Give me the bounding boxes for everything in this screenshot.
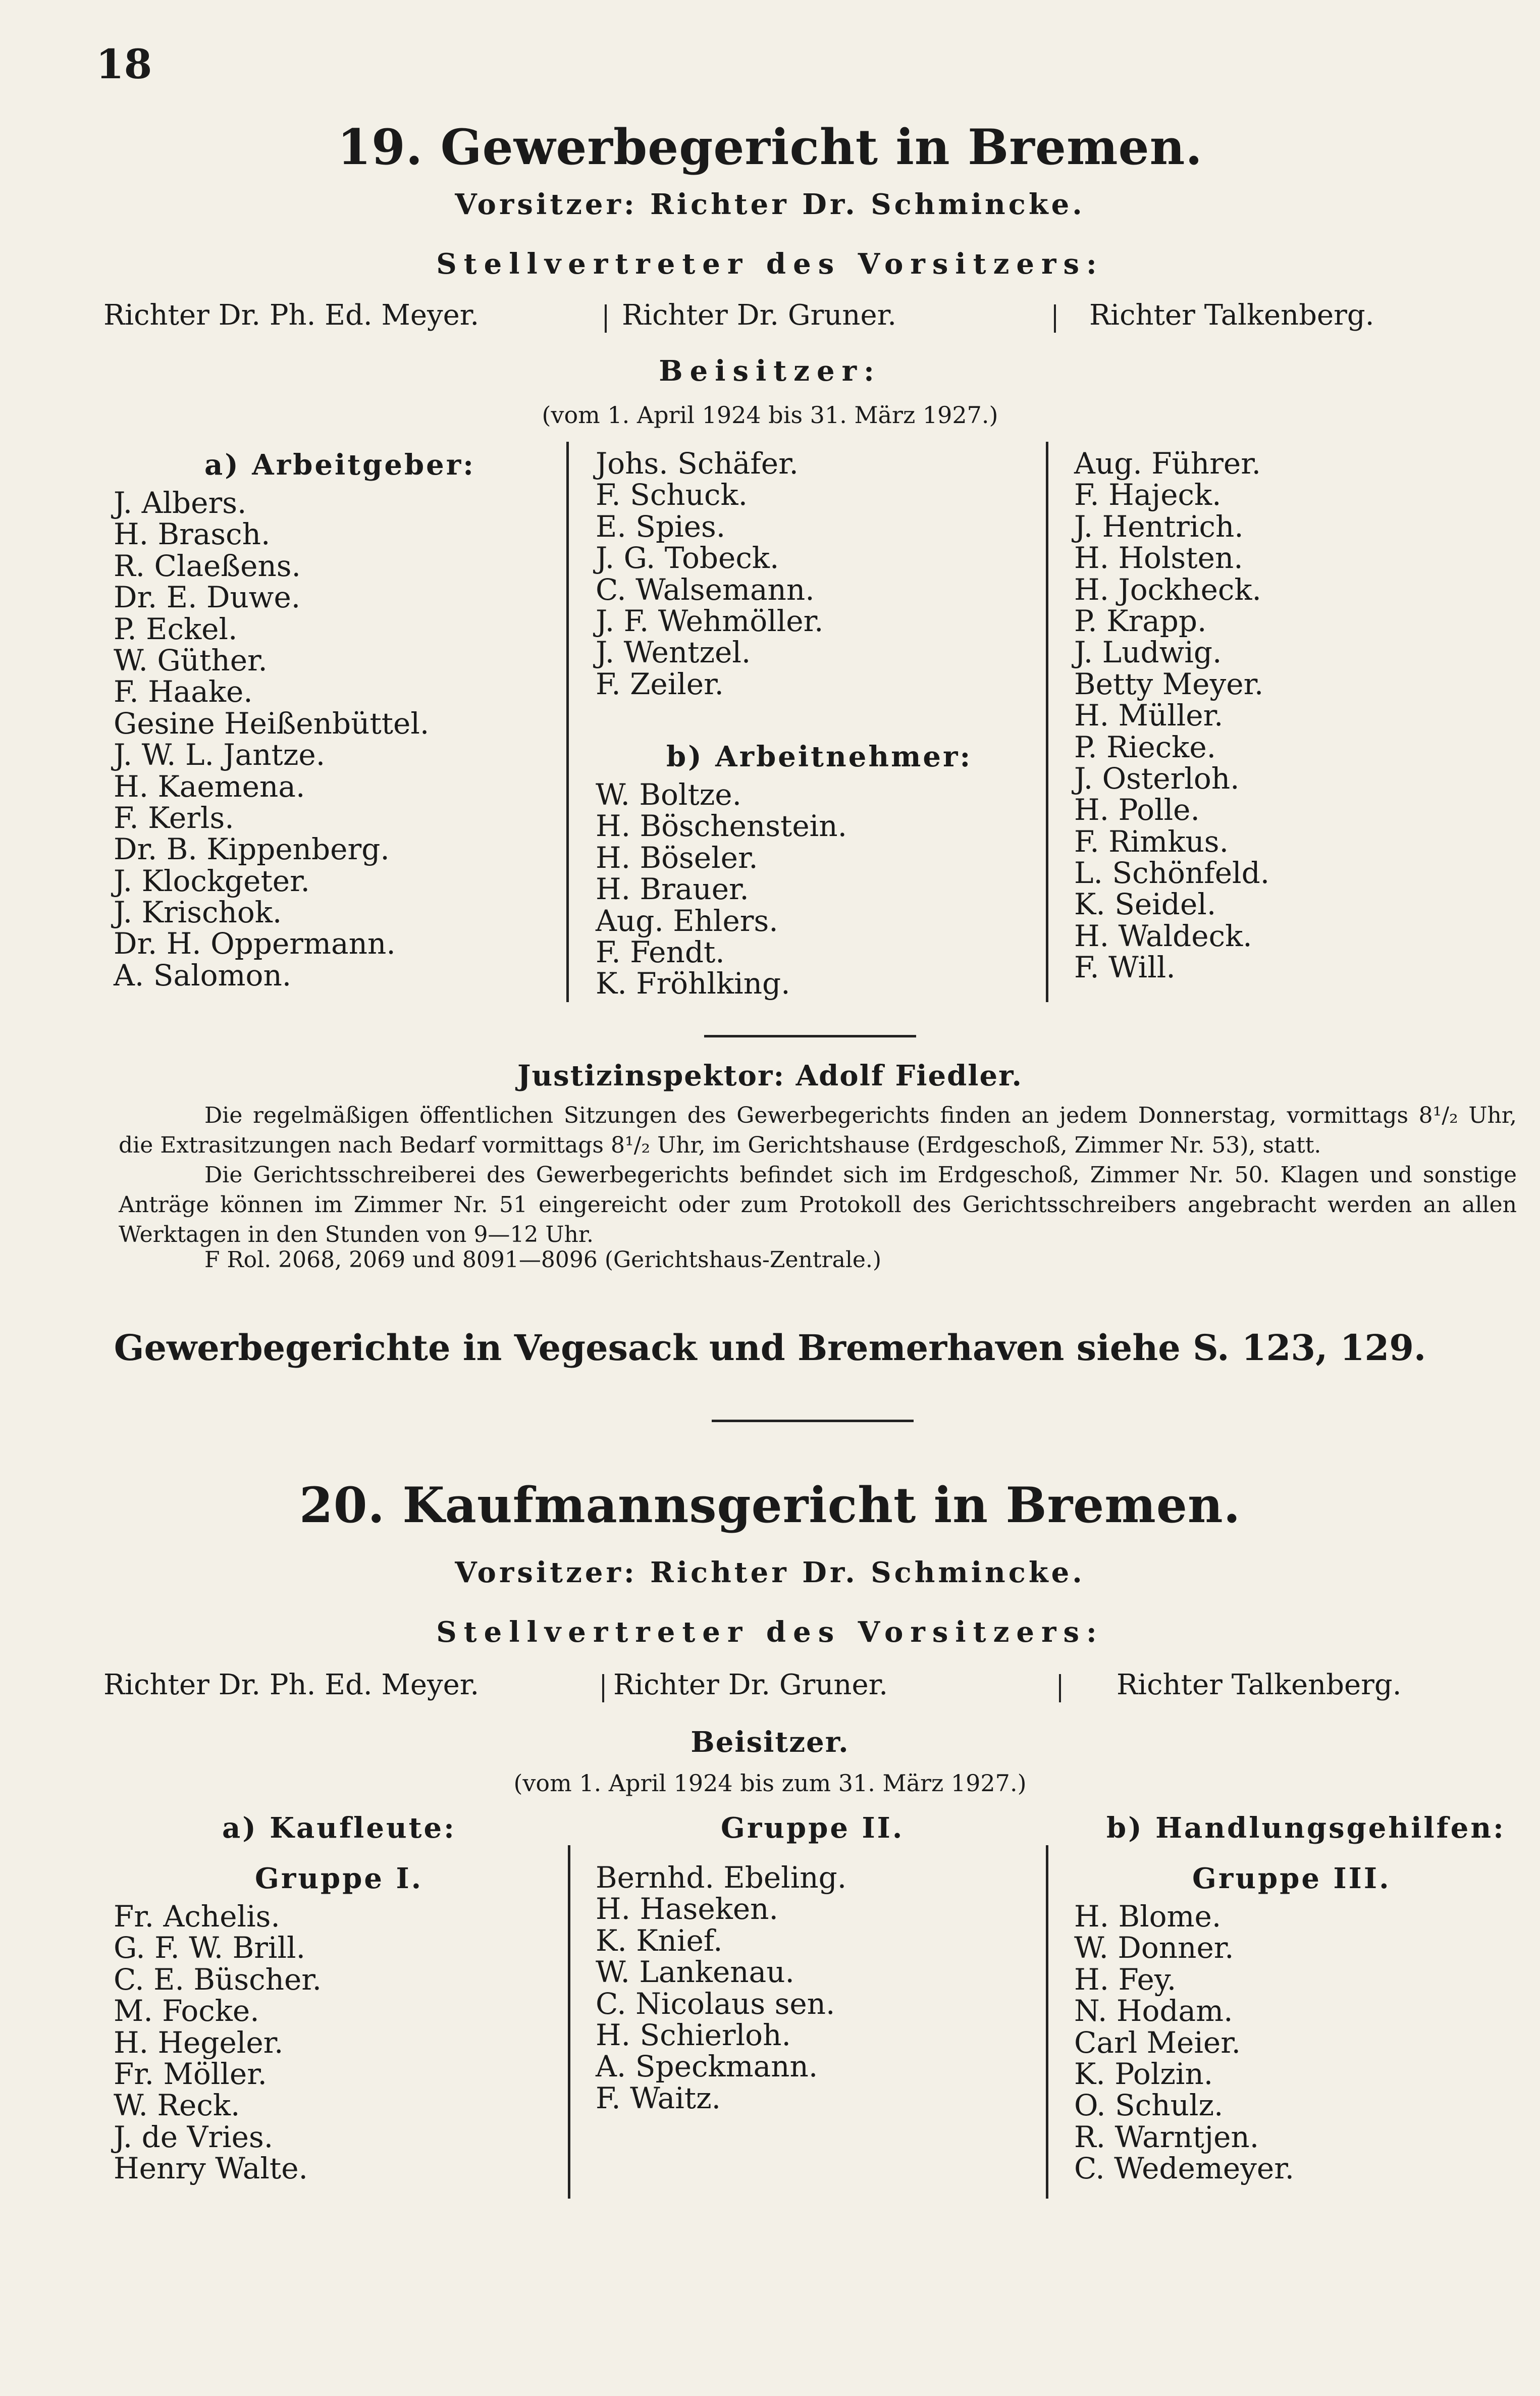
list-item: H. Waldeck. bbox=[1074, 918, 1252, 953]
column-rule bbox=[566, 442, 569, 1002]
clerks-heading: b) Handlungsgehilfen: bbox=[1106, 1811, 1506, 1845]
list-item: Dr. B. Kippenberg. bbox=[114, 832, 390, 867]
list-item: C. Walsemann. bbox=[596, 572, 815, 607]
column-rule bbox=[1046, 442, 1048, 1002]
list-item: E. Spies. bbox=[596, 509, 726, 544]
list-item: P. Eckel. bbox=[114, 611, 238, 646]
section-20-period: (vom 1. April 1924 bis zum 31. März 1927.) bbox=[513, 1769, 1027, 1797]
list-item: J. G. Tobeck. bbox=[596, 541, 779, 576]
notes-paragraph-2: Die Gerichtsschreiberei des Gewerbegerichts befindet sich im Erdgeschoß, Zimmer Nr. 50. Klagen und sonstige Anträge können im Zimmer Nr. 51 eingereicht oder zum Protokoll des Gerichtsschreibers angebracht werden an allen Werktagen in den Stunden von 9—12 Uhr. bbox=[119, 1162, 1517, 1247]
section-19-assessors-heading: Beisitzer: bbox=[659, 354, 881, 388]
cross-reference: Gewerbegerichte in Vegesack und Bremerhaven siehe S. 123, 129. bbox=[114, 1327, 1426, 1369]
list-item: Betty Meyer. bbox=[1074, 666, 1264, 701]
list-item: Aug. Führer. bbox=[1074, 446, 1261, 481]
list-item: H. Blome. bbox=[1074, 1899, 1222, 1934]
group-3-heading: Gruppe III. bbox=[1192, 1862, 1391, 1895]
list-item: K. Fröhlking. bbox=[596, 966, 790, 1001]
list-item: F. Fendt. bbox=[596, 934, 725, 969]
deputy-separator bbox=[1054, 304, 1056, 333]
list-item: H. Jockheck. bbox=[1074, 572, 1261, 607]
group-1-heading: Gruppe I. bbox=[255, 1862, 423, 1895]
list-item: C. E. Büscher. bbox=[114, 1962, 322, 1997]
list-item: H. Müller. bbox=[1074, 698, 1224, 733]
divider bbox=[704, 1035, 916, 1037]
group-2-heading: Gruppe II. bbox=[721, 1811, 905, 1845]
list-item: K. Seidel. bbox=[1074, 887, 1216, 922]
group-1-list bbox=[114, 1901, 322, 2184]
section-19-chair: Vorsitzer: Richter Dr. Schmincke. bbox=[455, 188, 1085, 221]
list-item: W. Donner. bbox=[1074, 1931, 1234, 1965]
list-item: H. Brauer. bbox=[596, 872, 749, 907]
list-item: F. Kerls. bbox=[114, 800, 234, 835]
list-item: J. Krischok. bbox=[114, 895, 282, 930]
list-item: F. Schuck. bbox=[596, 478, 748, 512]
list-item: R. Warntjen. bbox=[1074, 2119, 1259, 2154]
list-item: J. Klockgeter. bbox=[114, 863, 310, 898]
employers-list-2 bbox=[596, 448, 823, 700]
notes-paragraph-1: Die regelmäßigen öffentlichen Sitzungen des Gewerbegerichts finden an jedem Donnerstag, vormittags 8¹/₂ Uhr, die Extrasitzungen nach Bedarf vormittags 8¹/₂ Uhr, im Gerichtshause (Erdgeschoß, Zimmer Nr. 53), statt. bbox=[119, 1103, 1517, 1158]
section-20-title: 20. Kaufmannsgericht in Bremen. bbox=[299, 1477, 1241, 1534]
list-item: H. Haseken. bbox=[596, 1892, 778, 1926]
list-item: W. Reck. bbox=[114, 2088, 240, 2123]
list-item: G. F. W. Brill. bbox=[114, 1931, 306, 1965]
employees-heading: b) Arbeitnehmer: bbox=[666, 740, 973, 773]
list-item: J. Osterloh. bbox=[1074, 761, 1240, 796]
merchants-heading: a) Kaufleute: bbox=[222, 1811, 456, 1845]
section-19-title: 19. Gewerbegericht in Bremen. bbox=[337, 119, 1203, 176]
list-item: C. Wedemeyer. bbox=[1074, 2151, 1295, 2186]
list-item: L. Schönfeld. bbox=[1074, 856, 1270, 891]
list-item: Bernhd. Ebeling. bbox=[596, 1860, 847, 1895]
list-item: C. Nicolaus sen. bbox=[596, 1986, 835, 2021]
list-item: H. Brasch. bbox=[114, 517, 271, 552]
list-item: O. Schulz. bbox=[1074, 2088, 1224, 2123]
list-item: H. Polle. bbox=[1074, 793, 1200, 827]
list-item: P. Krapp. bbox=[1074, 603, 1207, 638]
list-item: J. Hentrich. bbox=[1074, 509, 1244, 544]
list-item: Dr. E. Duwe. bbox=[114, 580, 301, 615]
list-item: J. Wentzel. bbox=[596, 635, 751, 670]
list-item: J. de Vries. bbox=[114, 2119, 274, 2154]
list-item: K. Polzin. bbox=[1074, 2056, 1213, 2091]
list-item: Johs. Schäfer. bbox=[596, 446, 799, 481]
page-number: 18 bbox=[96, 40, 152, 88]
section-20-deputy-2: Richter Dr. Gruner. bbox=[613, 1669, 888, 1701]
list-item: H. Holsten. bbox=[1074, 541, 1243, 576]
list-item: H. Hegeler. bbox=[114, 2025, 284, 2060]
justice-inspector: Justizinspektor: Adolf Fiedler. bbox=[517, 1059, 1023, 1092]
divider bbox=[712, 1420, 914, 1422]
list-item: W. Lankenau. bbox=[596, 1955, 794, 1990]
section-19-deputy-3: Richter Talkenberg. bbox=[1089, 299, 1374, 332]
list-item: M. Focke. bbox=[114, 1994, 259, 2028]
list-item: W. Boltze. bbox=[596, 777, 742, 812]
list-item: N. Hodam. bbox=[1074, 1994, 1233, 2028]
list-item: J. F. Wehmöller. bbox=[596, 603, 824, 638]
list-item: Gesine Heißenbüttel. bbox=[114, 706, 430, 741]
list-item: Henry Walte. bbox=[114, 2151, 308, 2186]
employers-list-1 bbox=[114, 487, 429, 991]
list-item: F. Will. bbox=[1074, 950, 1176, 985]
group-3-list bbox=[1074, 1901, 1294, 2184]
list-item: F. Zeiler. bbox=[596, 666, 724, 701]
list-item: Fr. Achelis. bbox=[114, 1899, 280, 1934]
employees-list-3 bbox=[1074, 448, 1269, 983]
section-20-assessors-heading: Beisitzer. bbox=[691, 1726, 849, 1759]
list-item: K. Knief. bbox=[596, 1923, 723, 1958]
section-20-deputies-heading: Stellvertreter des Vorsitzers: bbox=[436, 1616, 1104, 1649]
deputy-separator bbox=[1059, 1674, 1061, 1702]
list-item: J. Albers. bbox=[114, 486, 247, 520]
section-19-deputy-2: Richter Dr. Gruner. bbox=[622, 299, 897, 332]
list-item: Fr. Möller. bbox=[114, 2056, 267, 2091]
list-item: H. Fey. bbox=[1074, 1962, 1177, 1997]
list-item: F. Rimkus. bbox=[1074, 824, 1229, 859]
section-19-deputy-1: Richter Dr. Ph. Ed. Meyer. bbox=[103, 299, 480, 332]
section-19-period: (vom 1. April 1924 bis 31. März 1927.) bbox=[542, 401, 998, 429]
list-item: A. Speckmann. bbox=[596, 2049, 818, 2084]
list-item: Dr. H. Oppermann. bbox=[114, 926, 396, 961]
deputy-separator bbox=[602, 1674, 604, 1702]
column-rule bbox=[1046, 1845, 1048, 2199]
list-item: H. Böschenstein. bbox=[596, 809, 847, 844]
telephone-note: F Rol. 2068, 2069 und 8091—8096 (Gerichtshaus-Zentrale.) bbox=[204, 1247, 882, 1273]
list-item: Carl Meier. bbox=[1074, 2025, 1241, 2060]
column-rule bbox=[568, 1845, 570, 2199]
list-item: J. Ludwig. bbox=[1074, 635, 1222, 670]
list-item: H. Schierloh. bbox=[596, 2017, 791, 2052]
list-item: F. Waitz. bbox=[596, 2080, 721, 2115]
list-item: R. Claeßens. bbox=[114, 548, 301, 583]
list-item: F. Haake. bbox=[114, 674, 253, 709]
list-item: A. Salomon. bbox=[114, 958, 292, 993]
employees-list-2 bbox=[596, 779, 847, 1000]
group-2-list bbox=[596, 1862, 846, 2114]
list-item: Aug. Ehlers. bbox=[596, 903, 778, 938]
section-20-deputy-3: Richter Talkenberg. bbox=[1117, 1669, 1402, 1701]
section-20-deputy-1: Richter Dr. Ph. Ed. Meyer. bbox=[103, 1669, 480, 1701]
list-item: H. Böseler. bbox=[596, 840, 758, 875]
list-item: P. Riecke. bbox=[1074, 730, 1216, 764]
section-19-deputies-heading: Stellvertreter des Vorsitzers: bbox=[436, 247, 1104, 281]
list-item: J. W. L. Jantze. bbox=[114, 738, 326, 772]
list-item: F. Hajeck. bbox=[1074, 478, 1222, 512]
section-20-chair: Vorsitzer: Richter Dr. Schmincke. bbox=[455, 1556, 1085, 1589]
employers-heading: a) Arbeitgeber: bbox=[204, 448, 475, 482]
list-item: W. Güther. bbox=[114, 643, 268, 678]
deputy-separator bbox=[605, 304, 607, 333]
list-item: H. Kaemena. bbox=[114, 769, 305, 804]
